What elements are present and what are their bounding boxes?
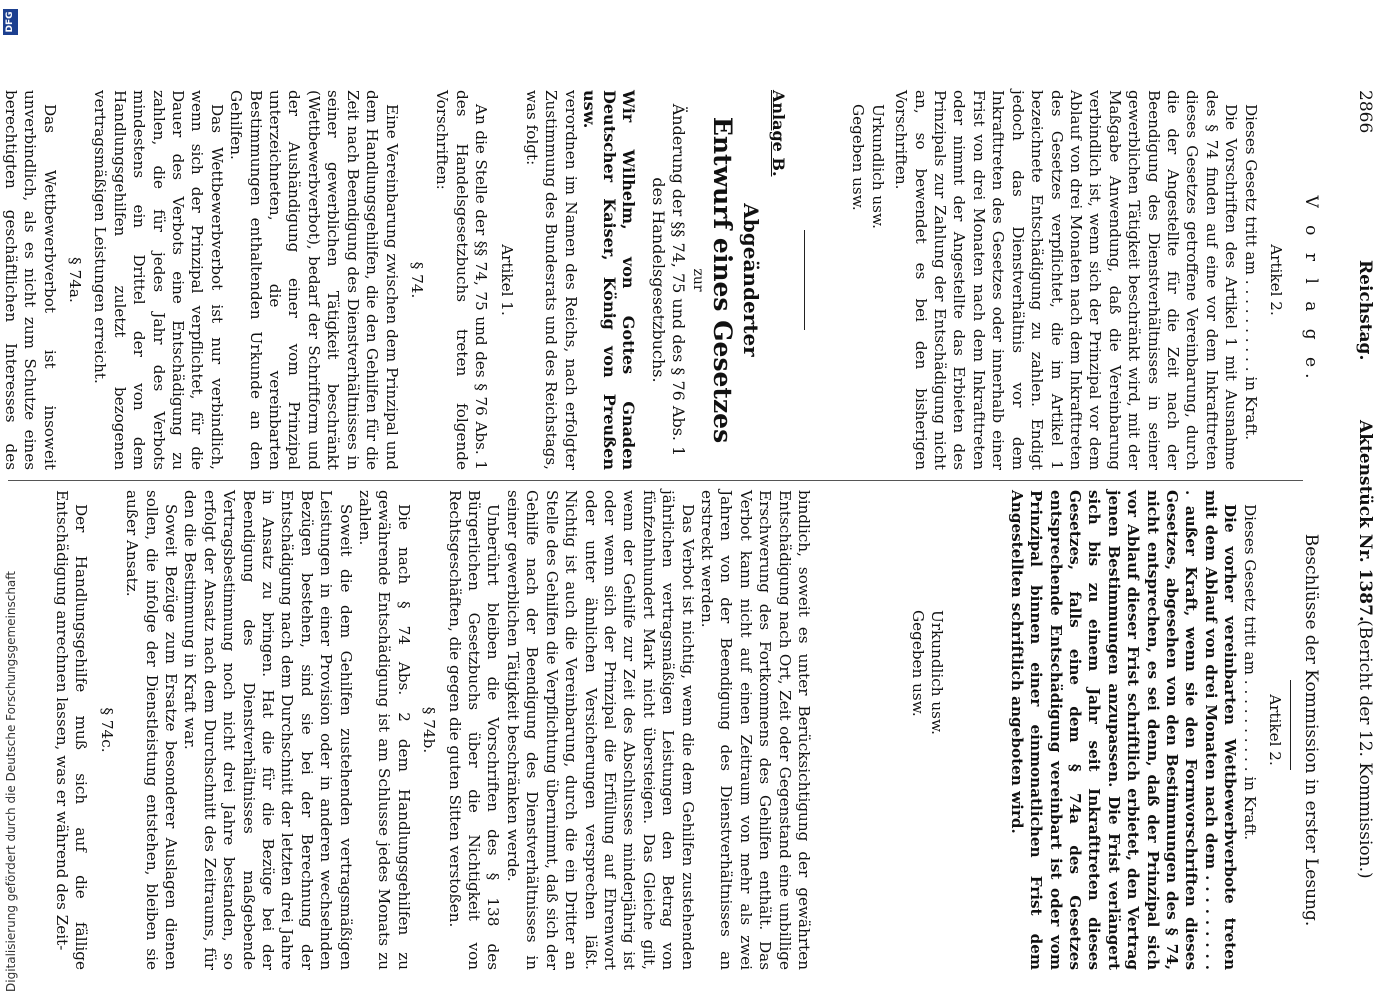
preamble-text: verordnen im Namen des Reichs, nach erfolgter Zustimmung des Bundesrats und des Reichstags, was folgt:	[522, 90, 580, 470]
section-title: Artikel 2.	[1266, 694, 1284, 766]
paragraph: Das Wettbewerbverbot ist insoweit unverbindlich, als es nicht zum Schutze eines berechtigten geschäftlichen Interesses des	[1, 90, 59, 470]
divider	[804, 230, 805, 330]
page-number: 2866	[1355, 90, 1375, 134]
paragraph: Soweit die dem Gehilfen zustehenden vertragsmäßigen Leistungen in einer Provision oder in anderen wechselnden Bezügen bestehen, sind sie bei der Berechnung der Entschädigung nach dem Durchschnitt der letzten drei Jahre in Ansatz zu bringen. Hat die für die Bezüge bei der Beendigung des Dienstverhältnisses maßgebende Vertragsbestimmung noch nicht drei Jahre bestanden, so erfolgt der Ansatz nach dem Durchschnitt des Zeitraums, für den die Bestimmung in Kraft war.	[181, 490, 355, 970]
paragraph: Dieses Gesetz tritt am . . . . . . . . . . in Kraft.	[1241, 104, 1260, 441]
paragraph: Das Verbot ist nichtig, wenn die dem Gehilfen zustehenden jährlichen vertragsmäßigen Leistungen den Betrag von fünfzehnhundert Mark nicht übersteigen. Das Gleiche gilt, wenn der Gehilfe zur Zeit des Abschlusses minderjährig ist oder wenn sich der Prinzipal die Erfüllung auf Ehrenwort oder unter ähnlichen Versicherungen versprechen läßt. Nichtig ist auch die Vereinbarung, durch die ein Dritter an Stelle des Gehilfen die Verpflichtung übernimmt, daß sich der Gehilfe nach der Beendigung des Dienstverhältnisses in seiner gewerblichen Tätigkeit beschränken werde.	[503, 490, 697, 970]
digitization-footer	[0, 0, 22, 1000]
paragraph: Der Handlungsgehilfe muß sich auf die fällige Entschädigung anrechnen lassen, was er während des Zeit-	[52, 490, 91, 970]
anlage-b-section	[0, 90, 788, 470]
paragraph: Eine Vereinbarung zwischen dem Prinzipal und dem Handlungsgehilfen, die den Gehilfen für die Zeit nach Beendigung des Dienstverhältnisses in seiner gewerblichen Tätigkeit beschränkt (Wettbewerbverbot), bedarf der Schriftform und der Aushändigung einer vom Prinzipal unterzeichneten, die vereinbarten Bestimmungen enthaltenden Urkunde an den Gehilfen.	[227, 90, 401, 470]
paragraph: An die Stelle der §§ 74, 75 und des § 76 Abs. 1 des Handelsgesetzbuchs treten folgende Vorschriften:	[433, 90, 491, 470]
title-line-1: Abgeänderter	[739, 203, 763, 357]
title-line-3: zur	[690, 268, 706, 292]
footer-text: Digitalisierung gefördert durch die Deutsche Forschungsgemeinschaft	[4, 570, 18, 992]
paragraph: Dieses Gesetz tritt am . . . . . . . . . . in Kraft.	[1240, 504, 1259, 841]
beschluesse-artikel-2	[908, 490, 1292, 970]
section-title: § 74a.	[66, 257, 85, 303]
paragraph: Unberührt bleiben die Vorschriften des § 138 des Bürgerlichen Gesetzbuchs über die Nichtigkeit von Rechtsgeschäften, die gegen die guten Sitten verstoßen.	[445, 490, 503, 970]
paragraph-bold: Die vorher vereinbarten Wettbewerbverbote treten mit dem Ablauf von drei Monaten nach dem . . . . . . . . . . außer Kraft, wenn sie den Formvorschriften dieses Gesetzes, abgesehen von den Bestimmungen des § 74, nicht entsprechen, es sei denn, daß der Prinzipal sich vor Ablauf dieser Frist schriftlich erbietet, den Vertrag jenen Bestimmungen anzupassen. Die Frist verlängert sich bis zu einem Jahr seit Inkrafttreten dieses Gesetzes, falls eine dem § 74a des Gesetzes entsprechende Entschädigung vereinbart ist oder vom Prinzipal binnen einer einmonatlichen Frist dem Angestellten schriftlich angeboten wird.	[1007, 490, 1240, 970]
section-title: Artikel 2.	[1267, 244, 1285, 316]
continuation-column	[52, 490, 813, 970]
anlage-label: Anlage B.	[769, 90, 788, 177]
divider	[1290, 680, 1291, 770]
paragraph: Das Wettbewerbverbot ist nur verbindlich, wenn sich der Prinzipal verpflichtet, für die Dauer des Verbots eine Entschädigung zu zahlen, die für jedes Jahr des Verbots mindestens ein Drittel der von dem Handlungsgehilfen zuletzt bezogenen vertragsmäßigen Leistungen erreicht.	[91, 90, 226, 470]
preamble-bold: Wir Wilhelm, von Gottes Gnaden Deutscher Kaiser, König von Preußen usw.	[580, 90, 638, 470]
closing-line: Gegeben usw.	[908, 610, 927, 717]
paragraph: bindlich, soweit es unter Berücksichtigung der gewährten Entschädigung nach Ort, Zeit oder Gegenstand eine unbillige Erschwerung des Fortkommens des Gehilfen enthält. Das Verbot kann nicht auf einen Zeitraum von mehr als zwei Jahren von der Beendigung des Dienstverhältnisses an erstreckt werden.	[697, 490, 813, 970]
right-column-heading: Beschlüsse der Kommission in erster Lesung.	[1301, 533, 1321, 927]
dfg-logo-icon: DFG	[3, 9, 18, 35]
section-title: § 74c.	[97, 707, 116, 753]
column-divider	[8, 480, 1303, 481]
publication-name: Reichstag.	[1355, 260, 1375, 361]
paragraph: Die Vorschriften des Artikel 1 mit Ausnahme des § 74 finden auf eine vor dem Inkrafttreten dieses Gesetzes getroffene Vereinbarung, durch die der Angestellte für die Zeit nach der Beendigung des Dienstverhältnisses in seiner gewerblichen Tätigkeit beschränkt wird, mit der Maßgabe Anwendung, daß die Vereinbarung verbindlich ist, wenn sich der Prinzipal vor dem Ablauf von drei Monaten nach dem Inkrafttreten des Gesetzes verpflichtet, die im Artikel 1 bezeichnete Entschädigung zu zahlen. Endigt jedoch das Dienstverhältnis vor dem Inkrafttreten des Gesetzes oder innerhalb einer Frist von drei Monaten nach dem Inkrafttreten oder nimmt der Angestellte das Erbieten des Prinzipals zur Zahlung der Entschädigung nicht an, so bewendet es bei den bisherigen Vorschriften.	[892, 90, 1241, 470]
section-title: Artikel 1.	[497, 244, 516, 316]
document-number: Aktenstück Nr. 1387.	[1355, 420, 1375, 622]
title-line-4: Änderung der §§ 74, 75 und des § 76 Abs. 1 des Handelsgesetzbuchs.	[649, 103, 688, 457]
report-reference: (Bericht der 12. Kommission.)	[1355, 620, 1375, 879]
section-title: § 74.	[407, 261, 426, 299]
closing-line: Urkundlich usw.	[868, 104, 887, 229]
paragraph: Soweit Bezüge zum Ersatze besonderer Auslagen dienen sollen, die infolge der Dienstleistung entstehen, bleiben sie außer Ansatz.	[123, 490, 180, 970]
paragraph: Die nach § 74 Abs. 2 dem Handlungsgehilfen zu gewährende Entschädigung ist am Schlusse jedes Monats zu zahlen.	[356, 490, 413, 970]
closing-line: Gegeben usw.	[849, 104, 868, 211]
closing-line: Urkundlich usw.	[928, 610, 947, 735]
vorlage-artikel-2	[848, 90, 1291, 470]
section-title: § 74b.	[420, 706, 439, 754]
left-column-heading: V o r l a g e.	[1301, 195, 1321, 385]
preamble	[0, 90, 638, 470]
title-line-2: Entwurf eines Gesetzes	[708, 116, 737, 444]
